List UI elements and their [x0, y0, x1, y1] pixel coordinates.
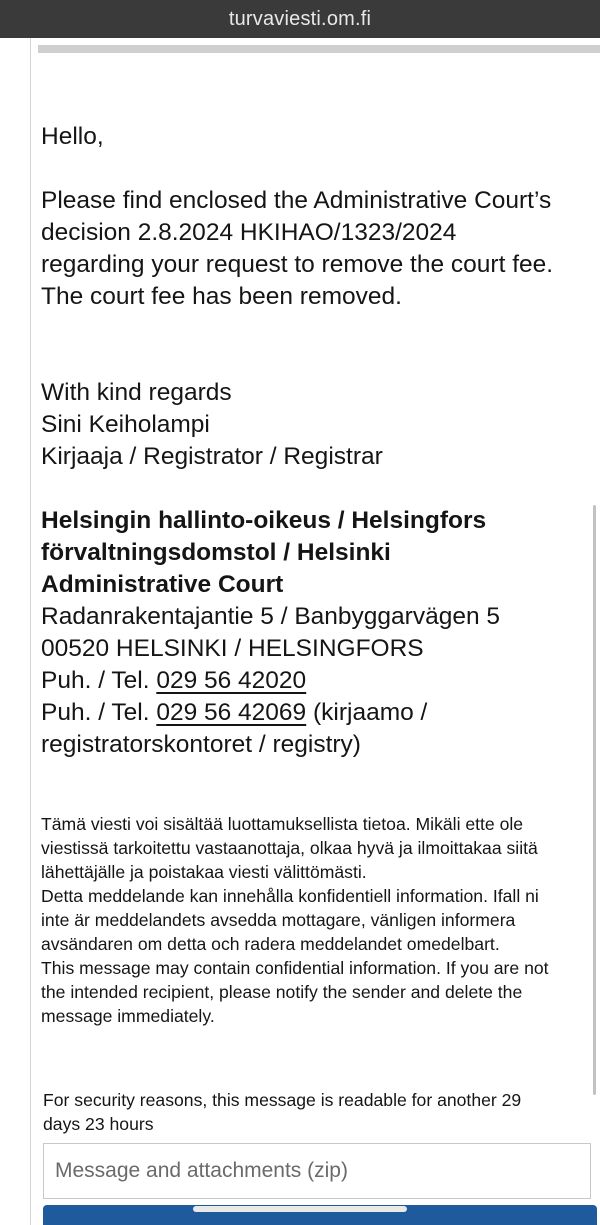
phone-link-1[interactable]: 029 56 42020 — [156, 667, 307, 694]
organization-line: Administrative Court — [41, 571, 284, 598]
security-notice-line: days 23 hours — [43, 1114, 154, 1134]
browser-url-bar[interactable] — [0, 0, 600, 38]
message-frame-top-border — [38, 45, 600, 53]
phone-prefix: Puh. / Tel. — [41, 699, 157, 726]
disclaimer-line: inte är meddelandets avsedda mottagare, vänligen informera — [41, 910, 516, 930]
disclaimer-line: message immediately. — [41, 1006, 215, 1026]
sender-name: Sini Keiholampi — [41, 411, 210, 438]
security-notice — [43, 1088, 583, 1136]
closing: With kind regards — [41, 379, 232, 406]
address-line: 00520 HELSINKI / HELSINGFORS — [41, 635, 424, 662]
disclaimer-line: viestissä tarkoitettu vastaanottaja, olkaa hyvä ja ilmoittakaa siitä — [41, 838, 538, 858]
organization-line: förvaltningsdomstol / Helsinki — [41, 539, 391, 566]
body-line: regarding your request to remove the court fee. — [41, 251, 554, 278]
attachments-download-field[interactable] — [43, 1143, 591, 1199]
home-indicator — [193, 1206, 407, 1212]
body-line: The court fee has been removed. — [41, 283, 402, 310]
disclaimer-line: the intended recipient, please notify the sender and delete the — [41, 982, 523, 1002]
address-line: Radanrakentajantie 5 / Banbyggarvägen 5 — [41, 603, 501, 630]
phone-suffix: (kirjaamo / — [306, 699, 428, 726]
disclaimer-line: avsändaren om detta och radera meddelandet omedelbart. — [41, 934, 500, 954]
phone-link-2[interactable]: 029 56 42069 — [156, 699, 307, 726]
disclaimer-line: lähettäjälle ja poistakaa viesti välittömästi. — [41, 862, 367, 882]
phone-prefix: Puh. / Tel. — [41, 667, 157, 694]
security-notice-line: For security reasons, this message is readable for another 29 — [43, 1090, 522, 1110]
phone-suffix-line: registratorskontoret / registry) — [41, 731, 361, 758]
sender-title: Kirjaaja / Registrator / Registrar — [41, 443, 383, 470]
organization-line: Helsingin hallinto-oikeus / Helsingfors — [41, 507, 487, 534]
confidentiality-disclaimer — [41, 812, 600, 1028]
attachments-label[interactable]: Message and attachments (zip) — [55, 1159, 348, 1182]
message-body — [41, 121, 597, 761]
phone-line-2 — [41, 697, 597, 729]
body-line: Please find enclosed the Administrative Court’s — [41, 187, 552, 214]
disclaimer-line: This message may contain confidential information. If you are not — [41, 958, 549, 978]
disclaimer-line: Detta meddelande kan innehålla konfidentiell information. Ifall ni — [41, 886, 539, 906]
body-line: decision 2.8.2024 HKIHAO/1323/2024 — [41, 219, 457, 246]
disclaimer-line: Tämä viesti voi sisältää luottamuksellista tietoa. Mikäli ette ole — [41, 814, 524, 834]
message-frame-left-border — [30, 38, 31, 1225]
phone-line-1 — [41, 665, 597, 697]
greeting: Hello, — [41, 123, 104, 150]
url-text[interactable]: turvaviesti.om.fi — [228, 7, 372, 30]
